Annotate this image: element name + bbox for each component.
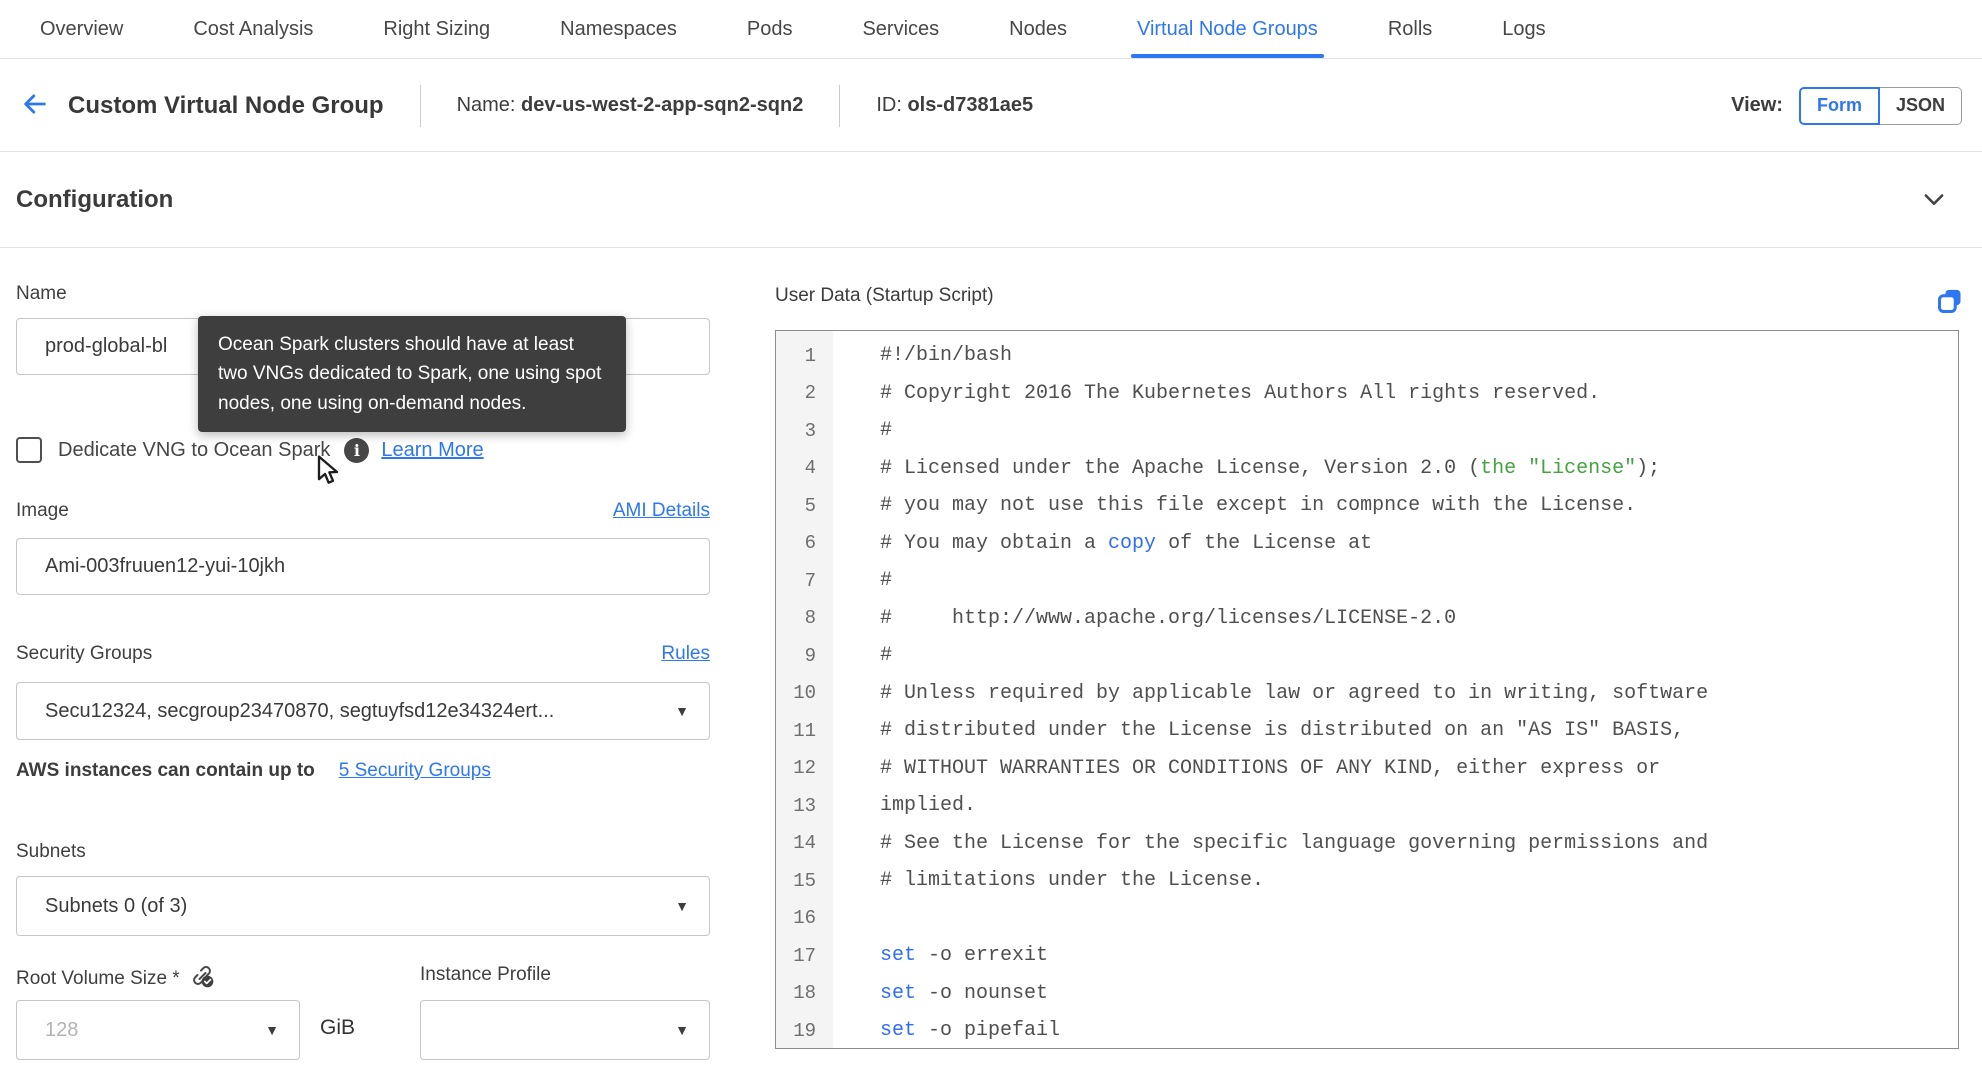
vng-id-label: ID: — [876, 94, 902, 116]
code-line — [776, 1012, 1958, 1049]
line-number: 1 — [804, 344, 816, 367]
top-nav — [0, 0, 1982, 59]
line-number: 12 — [793, 757, 816, 780]
code-line — [776, 450, 1958, 488]
image-label-row — [16, 500, 710, 522]
line-number: 14 — [793, 832, 816, 855]
code-text: # you may not use this file except in compnce with the License. — [880, 494, 1637, 518]
dedicate-vng-label: Dedicate VNG to Ocean Spark — [58, 438, 331, 461]
view-toggle — [1799, 87, 1962, 125]
line-number: 10 — [793, 682, 816, 705]
code-text: implied. — [880, 794, 977, 818]
tab-right-sizing[interactable]: Right Sizing — [383, 17, 491, 40]
code-line — [776, 825, 1958, 863]
code-text: # WITHOUT WARRANTIES OR CONDITIONS OF ANY KIND, either express or — [880, 756, 1661, 780]
code-text: set -o nounset — [880, 981, 1049, 1005]
image-input[interactable] — [16, 538, 710, 595]
security-groups-value: Secu12324, secgroup23470870, segtuyfsd12e34324ert... — [45, 699, 555, 722]
tab-overview[interactable]: Overview — [40, 17, 124, 40]
line-number: 7 — [804, 569, 816, 592]
vng-id — [876, 94, 1033, 117]
arrow-left-icon — [21, 90, 49, 121]
view-label: View: — [1731, 94, 1783, 116]
subnets-value: Subnets 0 (of 3) — [45, 894, 188, 917]
line-number: 5 — [804, 494, 816, 517]
line-number: 11 — [793, 719, 816, 742]
code-line — [776, 975, 1958, 1013]
code-line — [776, 562, 1958, 600]
dedicate-vng-checkbox[interactable] — [16, 437, 42, 463]
copy-button[interactable] — [1934, 286, 1966, 318]
code-line — [776, 937, 1958, 975]
view-form-button[interactable]: Form — [1799, 87, 1880, 125]
tab-namespaces[interactable]: Namespaces — [560, 17, 677, 40]
code-text: # Licensed under the Apache License, Version 2.0 (the "License"); — [880, 456, 1661, 480]
security-groups-label: Security Groups — [16, 643, 153, 664]
root-volume-size-label-text: Root Volume Size * — [16, 968, 180, 989]
image-label: Image — [16, 500, 69, 521]
copy-icon — [1936, 303, 1964, 318]
code-line — [776, 375, 1958, 413]
code-line — [776, 412, 1958, 450]
tab-cost-analysis[interactable]: Cost Analysis — [193, 17, 314, 40]
caret-down-icon: ▼ — [675, 898, 689, 914]
code-line — [776, 600, 1958, 638]
code-text: # limitations under the License. — [880, 869, 1265, 893]
line-number: 18 — [793, 982, 816, 1005]
line-number: 16 — [793, 907, 816, 930]
code-text: # — [880, 644, 893, 668]
code-text: # — [880, 569, 893, 593]
code-text: #!/bin/bash — [880, 344, 1013, 368]
code-text: # Unless required by applicable law or agreed to in writing, software — [880, 681, 1709, 705]
link-check-icon[interactable] — [190, 972, 215, 993]
configuration-section-header — [0, 153, 1982, 248]
caret-down-icon: ▼ — [265, 1022, 279, 1038]
divider — [420, 85, 421, 127]
line-number: 2 — [804, 382, 816, 405]
code-text: # http://www.apache.org/licenses/LICENSE-2.0 — [880, 606, 1457, 630]
code-line — [776, 487, 1958, 525]
code-line — [776, 750, 1958, 788]
security-groups-dropdown[interactable] — [16, 682, 710, 740]
tab-nodes[interactable]: Nodes — [1009, 17, 1067, 40]
code-text: # — [880, 419, 893, 443]
root-volume-size-dropdown[interactable] — [16, 1000, 300, 1060]
line-number: 19 — [793, 1019, 816, 1042]
line-number: 4 — [804, 457, 816, 480]
code-text: # distributed under the License is distributed on an "AS IS" BASIS, — [880, 719, 1685, 743]
line-number: 3 — [804, 419, 816, 442]
configuration-title: Configuration — [16, 186, 174, 213]
code-text: # Copyright 2016 The Kubernetes Authors All rights reserved. — [880, 381, 1601, 405]
code-line — [776, 900, 1958, 938]
user-data-editor[interactable] — [775, 330, 1959, 1049]
ocean-spark-tooltip: Ocean Spark clusters should have at least two VNGs dedicated to Spark, one using spot nodes, one using on-demand nodes. — [198, 316, 626, 432]
code-text: set -o errexit — [880, 944, 1049, 968]
back-button[interactable] — [20, 91, 50, 121]
line-number: 8 — [804, 607, 816, 630]
vng-id-value: ols-d7381ae5 — [907, 94, 1034, 116]
divider — [839, 85, 840, 127]
code-line — [776, 637, 1958, 675]
rules-link[interactable]: Rules — [661, 643, 710, 664]
vng-name-label: Name: — [456, 94, 516, 116]
code-line — [776, 525, 1958, 563]
security-groups-label-row — [16, 643, 710, 665]
line-number: 17 — [793, 944, 816, 967]
chevron-down-icon — [1920, 201, 1948, 216]
tab-logs[interactable]: Logs — [1502, 17, 1546, 40]
vng-name-value: dev-us-west-2-app-sqn2-sqn2 — [521, 94, 804, 116]
page-title: Custom Virtual Node Group — [68, 91, 384, 119]
collapse-section-button[interactable] — [1920, 185, 1948, 216]
root-volume-size-label — [16, 964, 215, 994]
root-volume-size-placeholder: 128 — [45, 1018, 79, 1041]
five-security-groups-link[interactable]: 5 Security Groups — [338, 760, 491, 781]
tab-virtual-node-groups[interactable]: Virtual Node Groups — [1137, 0, 1318, 58]
page-header — [0, 60, 1982, 152]
instance-profile-dropdown[interactable] — [420, 1000, 710, 1060]
line-number: 9 — [804, 644, 816, 667]
line-number: 15 — [793, 869, 816, 892]
security-groups-hint — [16, 760, 491, 782]
security-groups-hint-text: AWS instances can contain up to — [16, 760, 315, 781]
code-text: set -o pipefail — [880, 1019, 1061, 1043]
info-icon[interactable]: i — [344, 438, 369, 463]
gib-unit-label: GiB — [320, 1016, 356, 1039]
vng-name — [457, 94, 804, 117]
dedicate-vng-row — [16, 434, 484, 466]
code-line — [776, 787, 1958, 825]
subnets-dropdown[interactable] — [16, 876, 710, 936]
learn-more-link[interactable]: Learn More — [381, 438, 484, 461]
code-lines — [776, 331, 1958, 1049]
ami-details-link[interactable]: AMI Details — [612, 500, 710, 521]
caret-down-icon: ▼ — [675, 703, 689, 719]
mouse-pointer-icon — [316, 455, 342, 490]
caret-down-icon: ▼ — [675, 1022, 689, 1038]
code-line — [776, 712, 1958, 750]
instance-profile-label: Instance Profile — [420, 964, 551, 985]
code-line — [776, 337, 1958, 375]
code-text: # See the License for the specific language governing permissions and — [880, 831, 1709, 855]
view-json-button[interactable]: JSON — [1880, 87, 1962, 125]
line-number: 13 — [793, 794, 816, 817]
code-text: # You may obtain a copy of the License at — [880, 531, 1373, 555]
code-line — [776, 862, 1958, 900]
tab-pods[interactable]: Pods — [746, 17, 793, 40]
user-data-title: User Data (Startup Script) — [775, 285, 994, 306]
tab-services[interactable]: Services — [862, 17, 940, 40]
code-line — [776, 675, 1958, 713]
tab-rolls[interactable]: Rolls — [1387, 17, 1433, 40]
name-label: Name — [16, 283, 67, 304]
subnets-label: Subnets — [16, 841, 86, 862]
line-number: 6 — [804, 532, 816, 555]
